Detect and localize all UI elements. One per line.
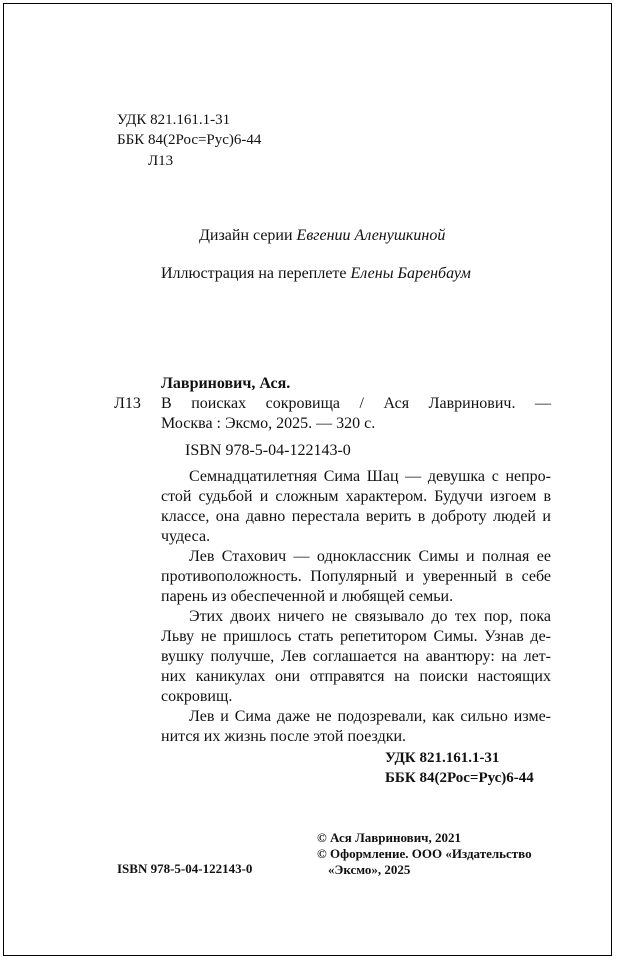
footer-isbn: ISBN 978-5-04-122143-0 — [117, 861, 253, 876]
author-mark-top: Л13 — [148, 153, 174, 169]
copyright-author: © Ася Лавринович, 2021 — [317, 830, 462, 845]
copyright-publisher: «Эксмо», 2025 — [328, 862, 411, 877]
annotation-paragraph-3 — [161, 607, 551, 707]
bbk-code: ББК 84(2Рос=Рус)6-44 — [117, 132, 262, 148]
illustration-name: Елены Баренбаум — [350, 265, 471, 282]
annotation-line: стой судьбой и сложным характером. Будучи изгоем в — [161, 488, 551, 505]
bbk-code-bottom: ББК 84(2Рос=Рус)6-44 — [385, 770, 534, 786]
udk-code: УДК 821.161.1-31 — [117, 112, 231, 128]
annotation-line: Лев и Сима даже не подозревали, как сильно изме- — [189, 708, 551, 725]
imprint-page — [3, 3, 612, 956]
copyright-design: © Оформление. ООО «Издательство — [317, 846, 532, 861]
bib-title — [161, 394, 551, 434]
illustration-label: Иллюстрация на переплете — [161, 265, 347, 282]
annotation-line: чудеса. — [161, 528, 211, 545]
annotation-line: классе, она давно перестала верить в доброту людей и — [161, 508, 551, 525]
annotation-line: нится их жизнь после этой поездки. — [161, 728, 407, 745]
illustration-credit — [161, 264, 471, 284]
annotation-line: парень из обеспеченной и любящей семьи. — [161, 588, 454, 605]
design-label: Дизайн серии — [199, 227, 293, 244]
annotation-line: Семнадцатилетняя Сима Шац — девушка с непро- — [189, 468, 551, 485]
annotation-line: Лев Стахович — одноклассник Симы и полная ее — [189, 548, 551, 565]
bib-isbn: ISBN 978-5-04-122143-0 — [185, 442, 351, 459]
bib-author-mark: Л13 — [114, 395, 141, 412]
annotation-paragraph-1 — [161, 467, 551, 547]
bib-title-line: В поисках сокровища / Ася Лавринович. — — [161, 395, 551, 412]
annotation-line: противоположность. Популярный и уверенный в себе — [161, 568, 551, 585]
bib-title-line: Москва : Эксмо, 2025. — 320 с. — [161, 415, 376, 432]
bib-author: Лавринович, Ася. — [161, 375, 291, 392]
annotation-paragraph-2 — [161, 547, 551, 607]
design-name: Евгении Аленушкиной — [296, 227, 446, 244]
annotation-paragraph-4 — [161, 707, 551, 747]
annotation-line: вушку получше, Лев соглашается на авантюру: на лет- — [161, 648, 551, 665]
design-credit — [199, 226, 445, 246]
annotation-line: Этих двоих ничего не связывало до тех пор, пока — [189, 608, 551, 625]
annotation-line: них каникулах они отправятся на поиски настоящих — [161, 668, 551, 685]
annotation-line: сокровищ. — [161, 688, 233, 705]
annotation-line: Льву не пришлось стать репетитором Симы. Узнав де- — [161, 628, 551, 645]
udk-code-bottom: УДК 821.161.1-31 — [385, 750, 500, 766]
